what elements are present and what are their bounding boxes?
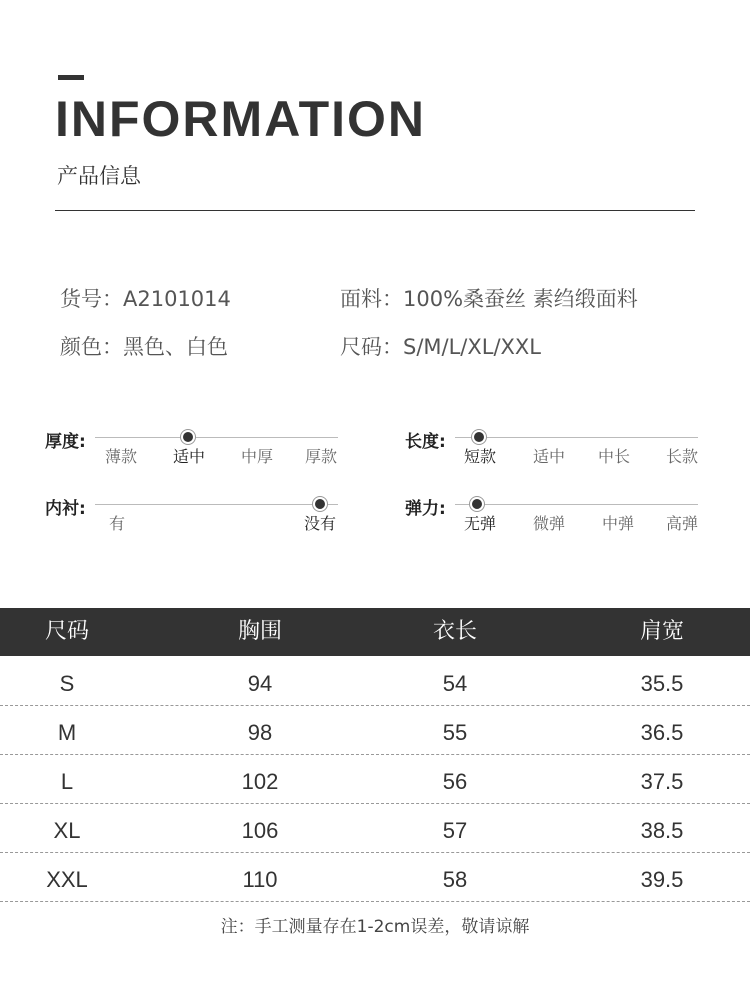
thickness-label: 厚度: bbox=[45, 432, 86, 452]
cell-length: 55 bbox=[442, 720, 468, 745]
elasticity-indicator-dot bbox=[472, 499, 482, 509]
cell-shoulder: 37.5 bbox=[640, 769, 684, 794]
header-shoulder: 肩宽 bbox=[639, 619, 685, 644]
elasticity-label: 弹力: bbox=[405, 499, 446, 519]
elasticity-scale-line bbox=[455, 504, 698, 505]
cell-chest: 98 bbox=[247, 720, 273, 745]
thickness-option: 薄款 bbox=[104, 447, 138, 466]
cell-chest: 102 bbox=[241, 769, 279, 794]
measurement-note: 注：手工测量存在1-2cm误差，敬请谅解 bbox=[220, 917, 530, 937]
cell-size: S bbox=[59, 671, 75, 696]
length-option: 适中 bbox=[532, 447, 566, 466]
cell-chest: 106 bbox=[241, 818, 279, 843]
length-option: 长款 bbox=[665, 447, 699, 466]
thickness-indicator-dot bbox=[183, 432, 193, 442]
cell-size: XL bbox=[53, 818, 81, 843]
item-number: 货号：A2101014 bbox=[60, 287, 231, 311]
size-table-header bbox=[0, 608, 750, 656]
page-title: INFORMATION bbox=[55, 91, 427, 147]
cell-length: 57 bbox=[442, 818, 468, 843]
thickness-option: 厚款 bbox=[304, 447, 338, 466]
title-accent-bar bbox=[58, 75, 84, 80]
table-row bbox=[0, 804, 750, 853]
table-row bbox=[0, 706, 750, 755]
table-row bbox=[0, 853, 750, 902]
cell-shoulder: 39.5 bbox=[640, 867, 684, 892]
cell-chest: 94 bbox=[247, 671, 273, 696]
table-row bbox=[0, 755, 750, 804]
elasticity-option-selected: 无弹 bbox=[463, 514, 497, 533]
cell-length: 58 bbox=[442, 867, 468, 892]
table-row bbox=[0, 657, 750, 706]
cell-shoulder: 38.5 bbox=[640, 818, 684, 843]
cell-length: 54 bbox=[442, 671, 468, 696]
length-indicator-dot bbox=[474, 432, 484, 442]
thickness-option: 中厚 bbox=[240, 447, 274, 466]
header-divider bbox=[55, 210, 695, 211]
cell-shoulder: 36.5 bbox=[640, 720, 684, 745]
cell-size: M bbox=[57, 720, 77, 745]
color: 颜色：黑色、白色 bbox=[60, 335, 228, 359]
cell-size: XXL bbox=[46, 867, 88, 892]
cell-length: 56 bbox=[442, 769, 468, 794]
size-range: 尺码：S/M/L/XL/XXL bbox=[340, 335, 542, 359]
page-subtitle: 产品信息 bbox=[57, 164, 141, 188]
lining-option: 有 bbox=[108, 514, 126, 533]
elasticity-option: 中弹 bbox=[601, 514, 635, 533]
lining-scale-line bbox=[95, 504, 338, 505]
length-option: 中长 bbox=[597, 447, 631, 466]
header-length: 衣长 bbox=[432, 619, 478, 644]
header-size: 尺码 bbox=[44, 619, 90, 644]
header-chest: 胸围 bbox=[237, 619, 283, 644]
length-option-selected: 短款 bbox=[463, 447, 497, 466]
length-label: 长度: bbox=[405, 432, 446, 452]
lining-indicator-dot bbox=[315, 499, 325, 509]
thickness-scale-line bbox=[95, 437, 338, 438]
cell-shoulder: 35.5 bbox=[640, 671, 684, 696]
cell-size: L bbox=[60, 769, 74, 794]
length-scale-line bbox=[455, 437, 698, 438]
elasticity-option: 微弹 bbox=[532, 514, 566, 533]
cell-chest: 110 bbox=[242, 867, 278, 892]
fabric: 面料：100%桑蚕丝 素绉缎面料 bbox=[340, 287, 638, 311]
lining-option-selected: 没有 bbox=[303, 514, 337, 533]
thickness-option-selected: 适中 bbox=[172, 447, 206, 466]
elasticity-option: 高弹 bbox=[665, 514, 699, 533]
lining-label: 内衬: bbox=[45, 499, 86, 519]
